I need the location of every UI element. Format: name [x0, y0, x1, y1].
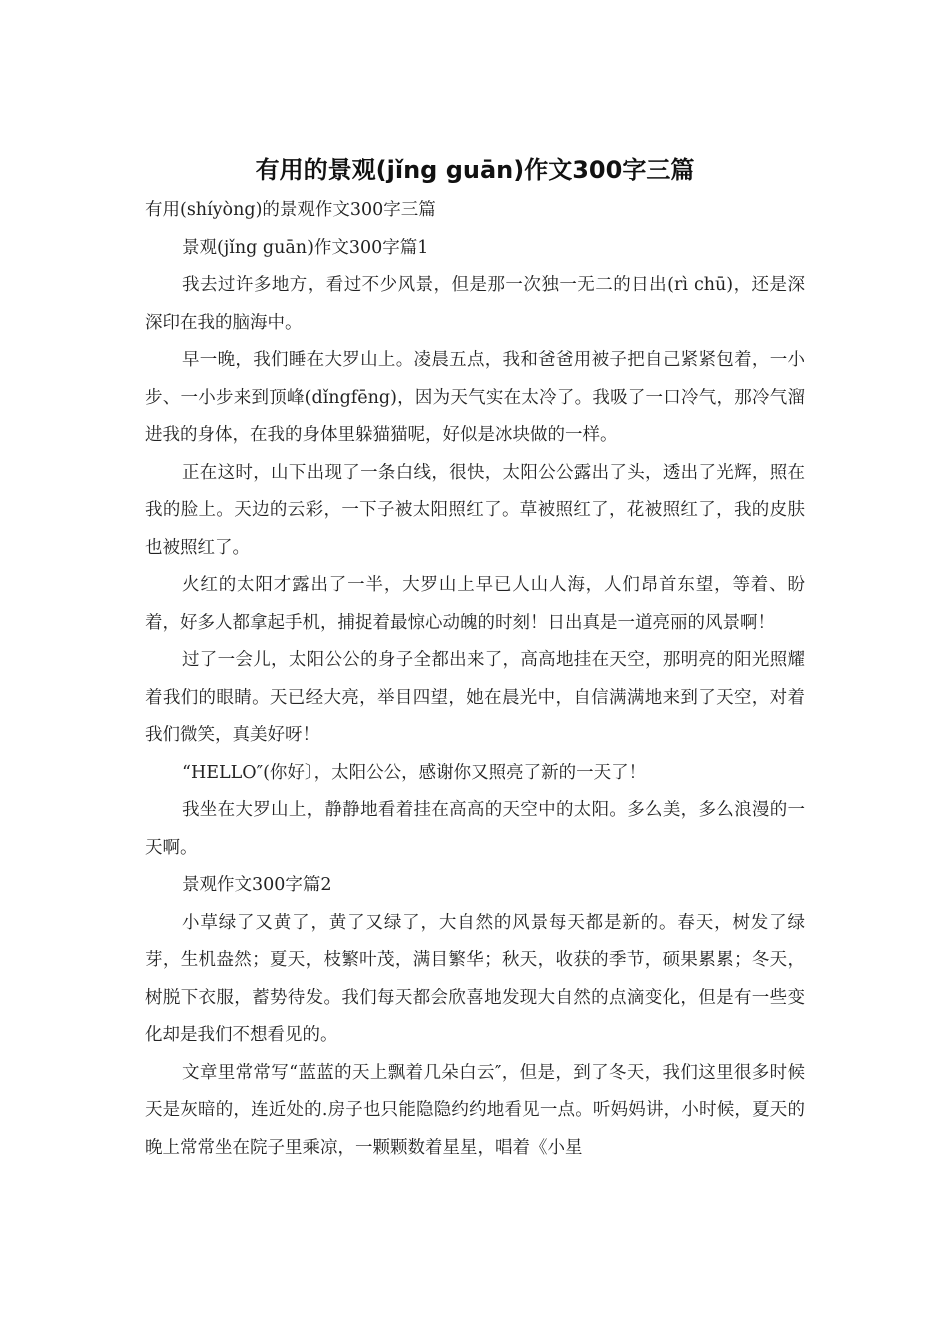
subtitle-paragraph: 有用(shíyòng)的景观作文300字三篇	[145, 200, 436, 220]
paragraph: 文章里常常写“蓝蓝的天上飘着几朵白云″，但是，到了冬天，我们这里很多时候天是灰暗的，连近处的.房子也只能隐隐约约地看见一点。听妈妈讲，小时候，夏天的晚上常常坐在院子里乘凉，一颗颗数着星星，唱着《小星	[145, 1062, 805, 1158]
document-body	[145, 192, 805, 1167]
paragraph: 过了一会儿，太阳公公的身子全都出来了，高高地挂在天空，那明亮的阳光照耀着我们的眼睛。天已经大亮，举目四望，她在晨光中，自信满满地来到了天空，对着我们微笑，真美好呀！	[145, 650, 805, 745]
paragraph: 火红的太阳才露出了一半，大罗山上早已人山人海，人们昂首东望，等着、盼着，好多人都拿起手机，捕捉着最惊心动魄的时刻！日出真是一道亮丽的风景啊！	[145, 575, 805, 633]
paragraph: 正在这时，山下出现了一条白线，很快，太阳公公露出了头，透出了光辉，照在我的脸上。天边的云彩，一下子被太阳照红了。草被照红了，花被照红了，我的皮肤也被照红了。	[145, 462, 805, 558]
section-heading-1: 景观(jǐng guān)作文300字篇1	[182, 237, 429, 258]
paragraph: 小草绿了又黄了，黄了又绿了，大自然的风景每天都是新的。春天，树发了绿芽，生机盎然；夏天，枝繁叶茂，满目繁华；秋天，收获的季节，硕果累累；冬天，树脱下衣服，蓄势待发。我们每天都会欣喜地发现大自然的点滴变化，但是有一些变化却是我们不想看见的。	[145, 912, 805, 1045]
paragraph: 我坐在大罗山上，静静地看着挂在高高的天空中的太阳。多么美，多么浪漫的一天啊。	[145, 800, 805, 858]
paragraph: “HELLO″(你好〕，太阳公公，感谢你又照亮了新的一天了！	[182, 762, 647, 783]
paragraph: 早一晚，我们睡在大罗山上。凌晨五点，我和爸爸用被子把自己紧紧包着，一小步、一小步来到顶峰(dǐngfēng)，因为天气实在太冷了。我吸了一口冷气，那冷气溜进我的身体，在我的身体里躲猫猫呢，好似是冰块做的一样。	[145, 350, 805, 445]
document-title: 有用的景观(jǐng guān)作文300字三篇	[255, 156, 695, 184]
section-heading-2: 景观作文300字篇2	[182, 875, 332, 895]
paragraph: 我去过许多地方，看过不少风景，但是那一次独一无二的日出(rì chū)，还是深深印在我的脑海中。	[145, 275, 805, 333]
